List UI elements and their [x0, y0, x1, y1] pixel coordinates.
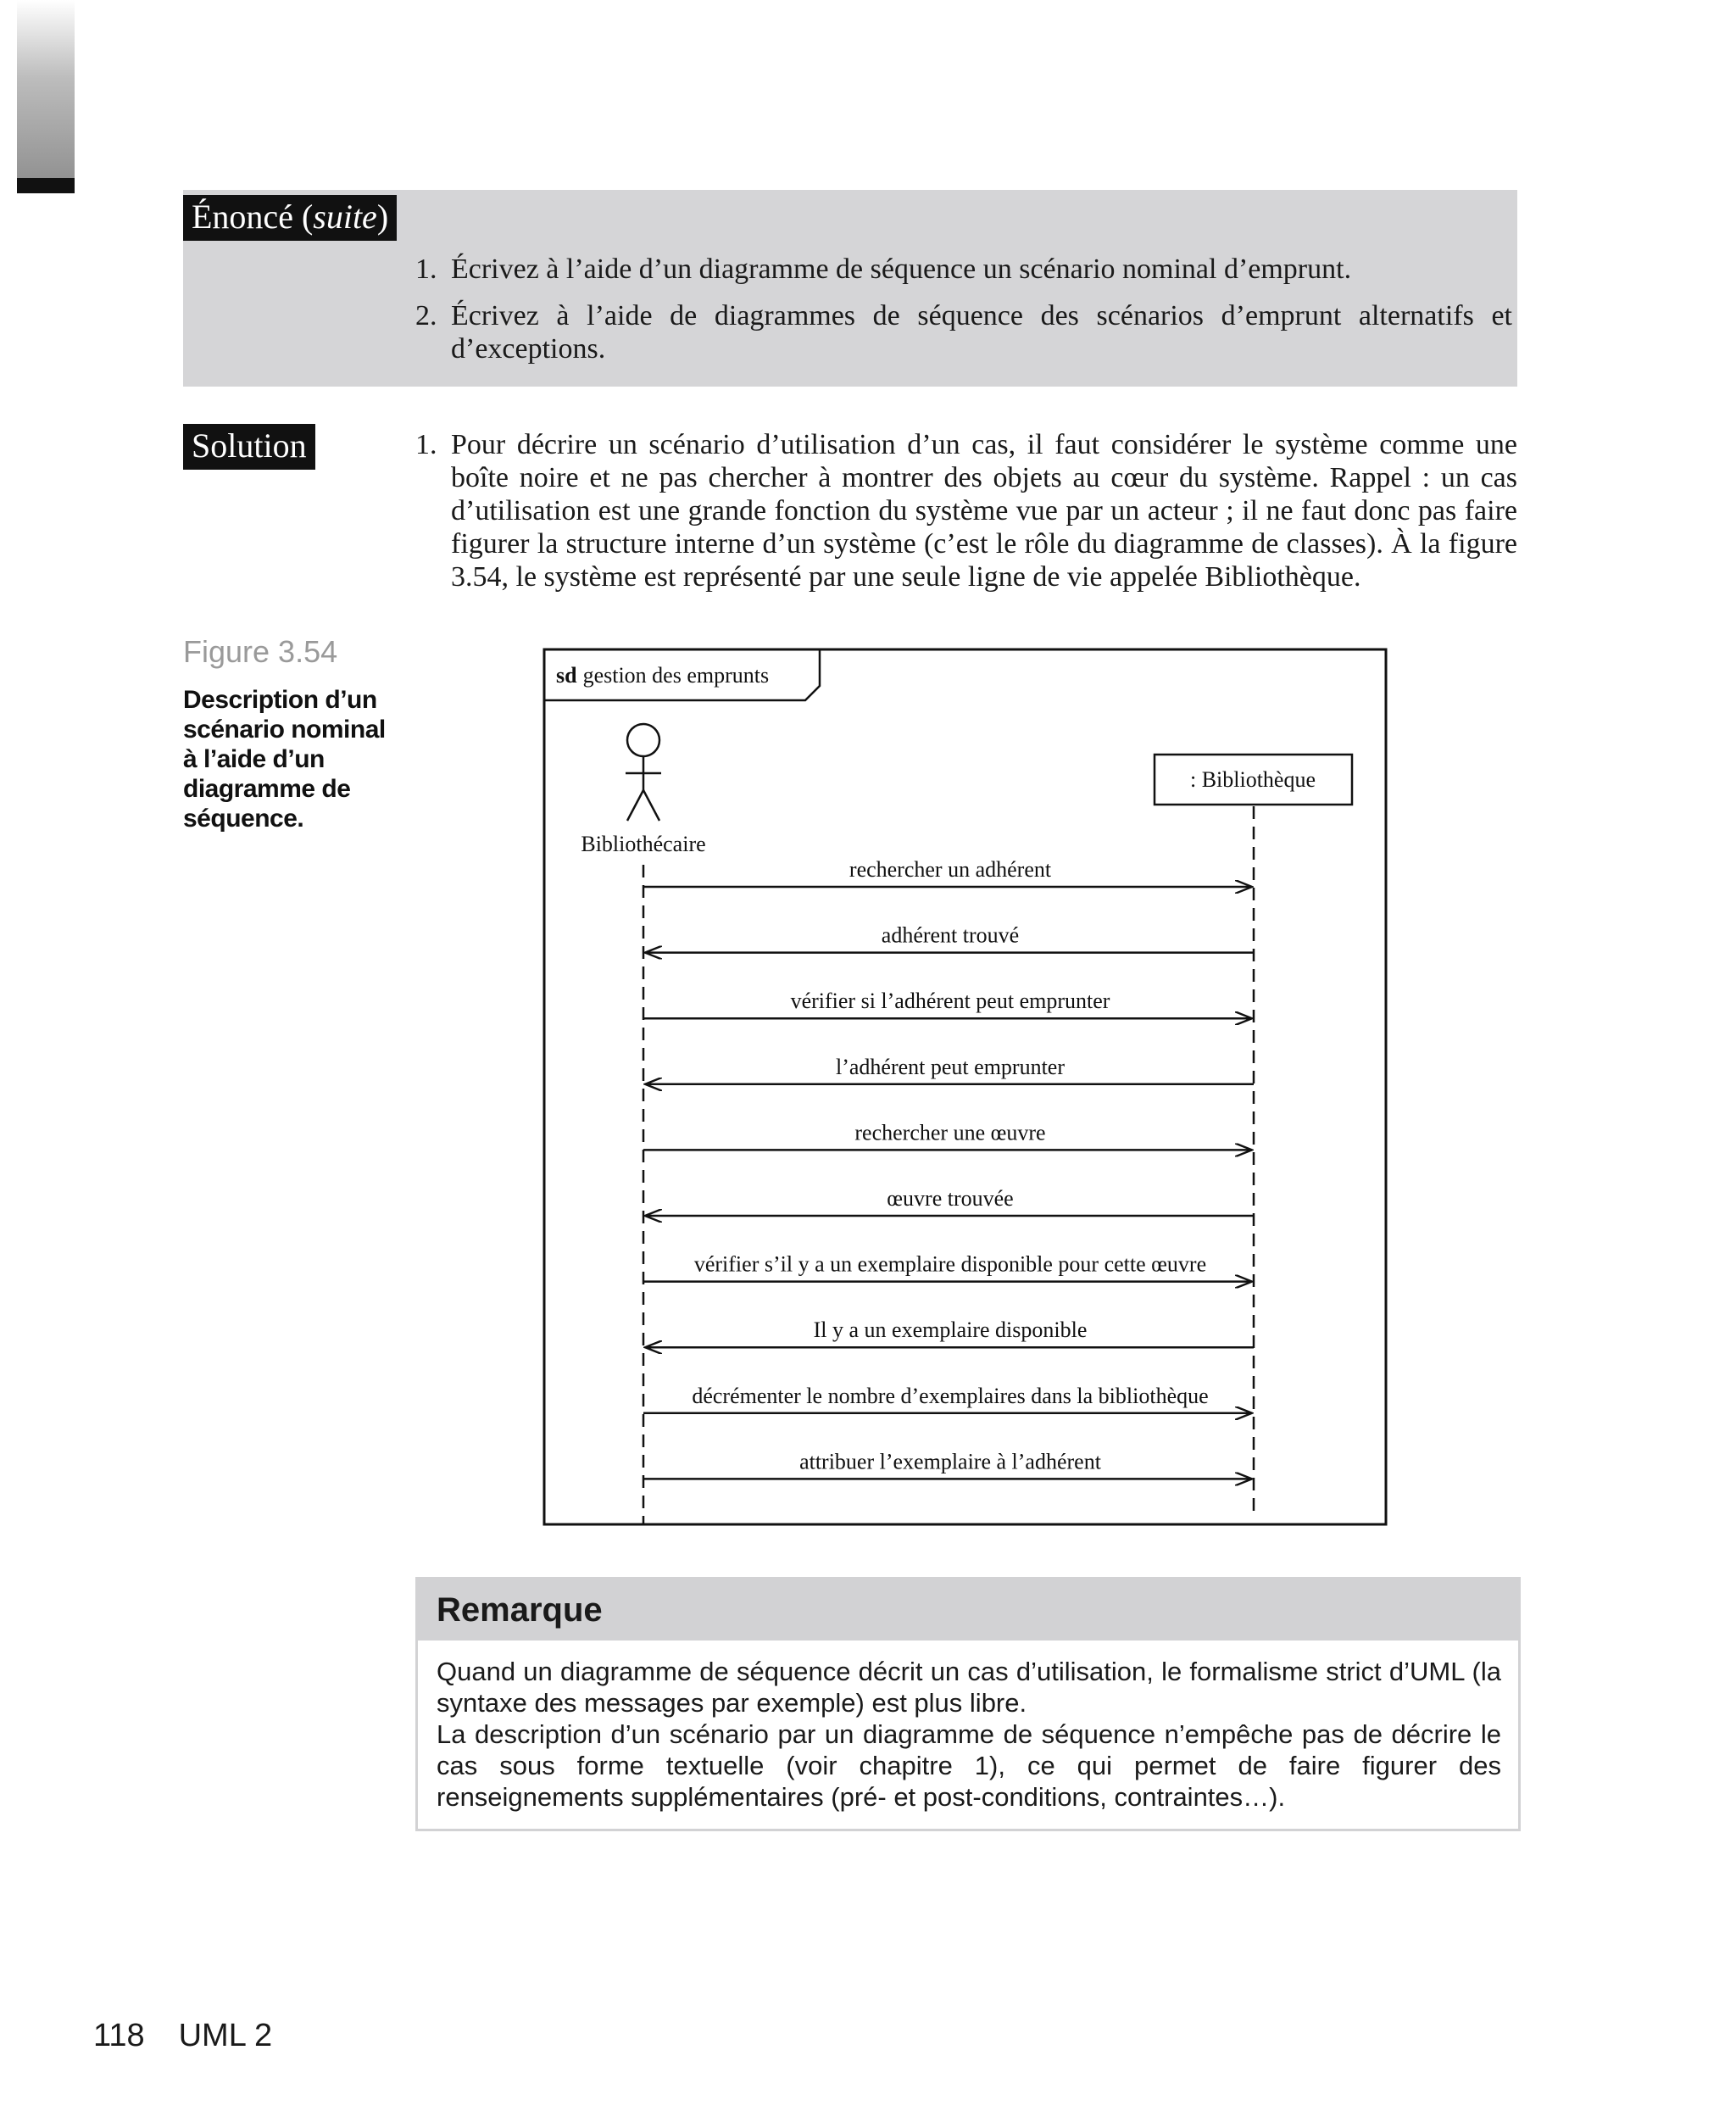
- item-number: 1.: [415, 429, 437, 460]
- message: [643, 989, 1252, 1018]
- figure-number: Figure 3.54: [183, 634, 338, 669]
- figure-caption: Description d’un scénario nominal à l’aide d’un diagramme de séquence.: [183, 686, 386, 833]
- enonce-item: [415, 253, 1512, 286]
- message: [643, 1384, 1252, 1413]
- message-label: adhérent trouvé: [881, 922, 1020, 948]
- item-number: 2.: [415, 300, 437, 331]
- remarque-title: Remarque: [437, 1591, 603, 1629]
- message-label: Il y a un exemplaire disponible: [813, 1317, 1088, 1343]
- message-label: attribuer l’exemplaire à l’adhérent: [799, 1449, 1101, 1474]
- message: [645, 1317, 1254, 1347]
- message-label: décrémenter le nombre d’exemplaires dans la bibliothèque: [692, 1383, 1209, 1408]
- message: [643, 1120, 1252, 1150]
- message-label: rechercher une œuvre: [854, 1120, 1046, 1145]
- enonce-tag: [183, 195, 397, 241]
- message: [643, 1252, 1252, 1282]
- item-number: 1.: [415, 253, 437, 285]
- message: [645, 1186, 1254, 1216]
- actor-label: Bibliothécaire: [581, 832, 706, 856]
- message-label: œuvre trouvée: [887, 1186, 1014, 1211]
- frame-name: gestion des emprunts: [582, 663, 770, 688]
- item-text: Écrivez à l’aide de diagrammes de séquence des scénarios d’emprunt alternatifs et d’exceptions.: [451, 300, 1512, 365]
- message-label: l’adhérent peut emprunter: [836, 1054, 1065, 1079]
- solution-tag: Solution: [183, 424, 315, 470]
- frame-label: [556, 663, 769, 688]
- message-label: rechercher un adhérent: [849, 857, 1052, 882]
- solution-list: [415, 428, 1517, 607]
- enonce-box: [183, 190, 1517, 387]
- item-text: Pour décrire un scénario d’utilisation d’un cas, il faut considérer le système comme une boîte noire et ne pas chercher à montrer des objets au cœur du système. Rappel : un cas d’utilisation est une grande fonction du système vue par un acteur ; il ne faut donc pas faire figurer la structure interne d’un système (c’est le rôle du diagramme de classes). À la figure 3.54, le système est représenté par une seule ligne de vie appelée Bibliothèque.: [451, 429, 1517, 593]
- remarque-paragraph: La description d’un scénario par un diagramme de séquence n’empêche pas de décrire le cas sous forme textuelle (voir chapitre 1), ce qui permet de faire figurer des renseignements supplémentaires (pré- et post-conditions, contraintes…).: [437, 1719, 1501, 1812]
- solution-item: [415, 428, 1517, 593]
- sequence-diagram: [542, 648, 1390, 1529]
- frame-keyword: sd: [556, 663, 577, 688]
- message: [645, 923, 1254, 953]
- remarque-text: [437, 1656, 1501, 1813]
- message-label: vérifier si l’adhérent peut emprunter: [790, 989, 1110, 1014]
- page-number: 118: [93, 2018, 145, 2053]
- actor-stick-figure-icon: [626, 724, 661, 821]
- object-label: : Bibliothèque: [1189, 767, 1316, 792]
- enonce-item: [415, 299, 1512, 365]
- corner-thumb-tab: [17, 0, 75, 193]
- book-title: UML 2: [178, 2018, 273, 2053]
- enonce-tag-label: Énoncé (: [192, 198, 314, 236]
- enonce-tag-italic: suite: [313, 198, 377, 236]
- remarque-header: [418, 1579, 1518, 1641]
- message-list: [643, 857, 1254, 1479]
- message: [645, 1055, 1254, 1084]
- item-text: Écrivez à l’aide d’un diagramme de séquence un scénario nominal d’emprunt.: [451, 253, 1352, 285]
- remarque-box: [415, 1577, 1521, 1831]
- page-footer: [93, 2018, 272, 2054]
- remarque-paragraph: Quand un diagramme de séquence décrit un cas d’utilisation, le formalisme strict d’UML (la syntaxe des messages par exemple) est plus libre.: [437, 1657, 1501, 1718]
- message: [643, 857, 1252, 887]
- enonce-tag-end: ): [376, 198, 389, 236]
- enonce-list: [415, 253, 1512, 379]
- message-label: vérifier s’il y a un exemplaire disponible pour cette œuvre: [693, 1251, 1207, 1277]
- message: [643, 1449, 1252, 1479]
